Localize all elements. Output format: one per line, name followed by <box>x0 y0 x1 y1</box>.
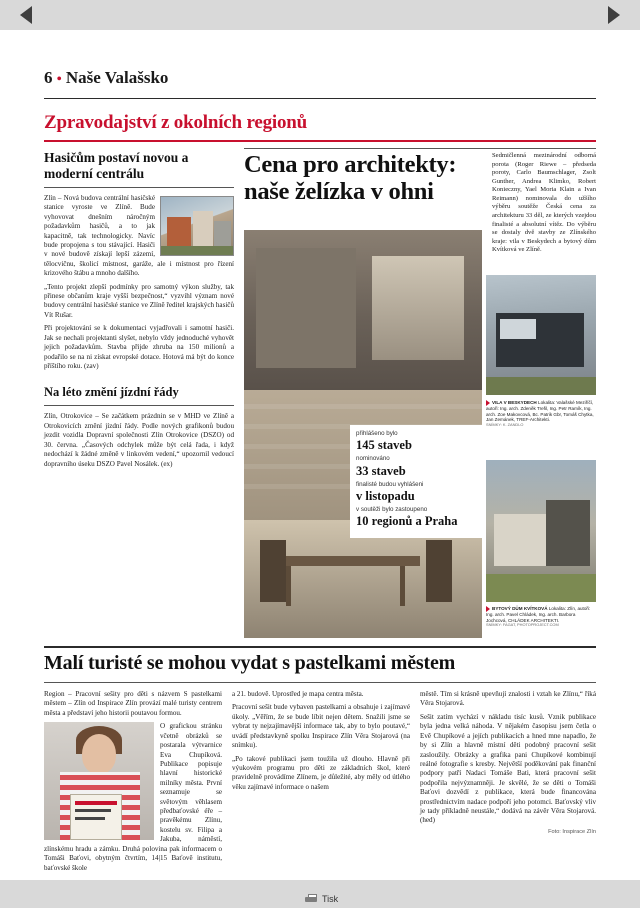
fire-station-photo <box>160 196 234 256</box>
viewer-toolbar-top <box>0 0 640 30</box>
stat-label: v soutěži bylo zastoupeno <box>356 506 428 514</box>
stat-value: v listopadu <box>356 488 415 503</box>
caption-text: Lokalita: Zlín, autoři: Ing. arch. Pavel Chládek, Ing. arch. Barbora Jochcová, CHLÁDEK ARCHITEKTI. <box>486 606 591 623</box>
caption-credit: SNÍMKY: K. ZANDLO <box>486 422 524 428</box>
article-paragraph: Při projektování se k dokumentaci vyjadřovali i samotní hasiči. Jak se nechali projektanti slyšet, nebylo vždy jednoduché vyhovět jejich požadavkům. Stavba přijde zhruba na 150 milionů a podařilo se na ni získat evropské dotace. Hotová má být do konce příštího roku. (zav) <box>44 324 234 371</box>
stat-value: 10 regionů a Praha <box>356 514 458 529</box>
article-paragraph: Region – Pracovní sešity pro děti s názvem S pastelkami městem – Zlín od Inspirace Zlín provází malé turisty centrem města a představí jeho historii poutavou formou. <box>44 690 222 717</box>
article-paragraph: O grafickou stránku včetně obrázků se postarala výtvarnice Eva Chupíková. Publikace popisuje hlavní historické milníky města. První seznamuje se světovým věhlasem předbaťovské éře – pravěkému Zlínu, kostelu sv. Filipa a Jakuba, náměstí, zlínskému hradu a zámku. Druhá polovina pak informacem o Tomáši Baťovi, obytným čtvrtím, 14|15 Baťově institutu, baťovské škole <box>44 722 222 872</box>
stat-label: nominováno <box>356 455 390 463</box>
print-label: Tisk <box>322 894 339 904</box>
bottom-column-2 <box>232 690 410 792</box>
print-button[interactable] <box>305 894 338 904</box>
bytovy-dum-kvitkova-photo <box>486 460 596 602</box>
article-paragraph: Zlín – Nová budova centrální hasičské stanice vyroste ve Zlíně. Bude vyhovovat dnešním náročným požadavkům hasičů, a to jak kapacitně, tak technologicky. Navíc bude propojena s tou stávající. Hasiči v nové budově získají lepší zázemí, tělocvičnu, školicí místnost, garáže, ale i místnost pro řízení krizového štábu a mnoho dalšího. <box>44 193 234 278</box>
headline-divider <box>44 187 234 188</box>
caption-bytovy-dum <box>486 606 596 628</box>
article-paragraph: Sešit zatím vychází v nákladu tisíc kusů. Vznik publikace byla jedna velká náhoda. V nějakém časopisu jsem četla o Evě Chupíkové a jejích publikacích a hned mne napadlo, že by si Zlín a hlavně místní děti podobný pracovní sešit zasloužily. Obrázky a grafika pani Chupíkové kombinují reálné fotografie s kresby. Největší poděkování pak finanční podpory patří Nadaci Tomáše Bati, která pracovní sešit podpořila nejvýznamněji. Je skvělé, že se děti o Tomáši Baťovi dozvědí z publikace, která bude financována prostřednictvím nadace podpoří jeho potomci. Baťovský vliv je tady příkladně neustále,“ dodává na závěr Věra Stojarová. (hed) <box>420 712 596 825</box>
article-paragraph: Zlín, Otrokovice – Se začátkem prázdnin se v MHD ve Zlíně a Otrokovicích změní jízdní řády. Podle nových grafikonů budou jezdit vozidla Dopravní společnosti Zlín Otrokovice (DSZO) od 30. června. „Časových odchylek může být celá řada, i když nedochází k žádné změně v linkovém vedení,“ upozornil vedoucí dopravního úseku DSZO Pavel Nosálek. (ex) <box>44 412 234 468</box>
article-paragraph: „Po takové publikaci jsem toužila už dlouho. Hlavně při výukovém programu pro děti ze základních škol, které pravidelně provádíme Zlínem, je důležité, aby měly od útlého věku zajímavé informace o našem <box>232 754 410 791</box>
bottom-column-1 <box>44 690 222 873</box>
caption-text: Lokalita: Valašské Meziříčí, autoři: Ing. arch. Zdeněk Trefil, Ing. Petr Ramík, Ing. arch. Zoe Makovcová, Bc. Patrik Gbr, Tomáš Chytka, Jan Zemánek, TREF-Architekti. <box>486 400 594 423</box>
stat-value: 33 staveb <box>356 463 406 478</box>
stat-label: přihlášeno bylo <box>356 430 398 437</box>
section-divider <box>44 140 596 142</box>
bottom-headline-divider <box>44 682 596 683</box>
stat-label: finalisté budou vyhlášeni <box>356 480 424 488</box>
left-column <box>44 150 234 469</box>
section-title: Zpravodajství z okolních regionů <box>44 112 307 133</box>
main-lead-paragraph: Sedmičlenná mezinárodní odborná porota (Roger Riewe – předseda poroty, Carlo Baumschlager, Zsolt Gunther, Andrea Klimko, Robert Konieczny, Yael Moria Klain a Ivan Reimann) nominovala do užšího výběru soutěže Česká cena za architekturu 33 děl, ze kterých vzejdou finalisté a absolutní vítěz. Do výběru se dostaly dvě stavby ze Zlínského kraje: vila v Beskydech a bytový dům Kvítková ve Zlíně. <box>492 152 596 254</box>
article-paragraph: „Tento projekt zlepší podmínky pro samotný výkon služby, tak přinese občanům kraje vyšší bezpečnost,“ vyzvihl význam nové budovy centrální hasičské stanice ve Zlíně ředitel krajských hasičů Vít Rušar. <box>44 282 234 319</box>
bottom-column-3 <box>420 690 596 836</box>
main-story-divider <box>244 148 596 149</box>
vera-stojarova-photo <box>44 722 154 840</box>
headline-divider <box>44 405 234 406</box>
article-timetable <box>44 385 234 469</box>
page-number: 6 <box>44 68 53 87</box>
previous-page-icon[interactable] <box>20 6 32 24</box>
header-separator: • <box>56 72 62 87</box>
statistics-box <box>350 425 482 538</box>
article-paragraph: a 21. budově. Uprostřed je mapa centra města. <box>232 690 364 698</box>
publication-title: Naše Valašsko <box>65 68 169 87</box>
photo-credit: Foto: Inspirace Zlín <box>548 828 596 835</box>
caption-credit: SNÍMKY: FAGAT, PHOTOPROJECT.COM <box>486 622 559 628</box>
page-sheet <box>0 30 640 880</box>
vila-beskydy-photo <box>486 275 596 395</box>
article-headline-timetable: Na léto změní jízdní řády <box>44 385 179 400</box>
bottom-story-divider <box>44 646 596 648</box>
caption-vila-beskydy <box>486 400 596 428</box>
page-header <box>44 68 168 88</box>
main-headline: Cena pro architekty: naše želízka v ohni <box>244 151 457 205</box>
printer-icon <box>305 894 317 904</box>
next-page-icon[interactable] <box>608 6 620 24</box>
article-headline-fire-station: Hasičům postaví novou a moderní centrálu <box>44 150 189 181</box>
bottom-headline: Malí turisté se mohou vydat s pastelkami městem <box>44 652 456 674</box>
header-divider <box>44 98 596 99</box>
caption-title: BYTOVÝ DŮM KVÍTKOVÁ <box>492 606 548 612</box>
article-paragraph: městě. Tím si krásně upevňují znalosti i vztah ke Zlínu,“ říká Věra Stojarová. <box>420 690 596 708</box>
caption-title: VILA V BESKYDECH <box>492 400 537 406</box>
article-paragraph: Pracovní sešit bude vybaven pastelkami a obsahuje i zajímavé úkoly. „Věřím, že se bude líbit nejen dětem. Snažili jsme se vybrat ty nejzajímavější informace tak, aby to bylo poutavé,“ uvádí představkyně spolku Inspirace Zlín Věra Stojarová (na snímku). <box>232 703 410 750</box>
stat-value: 145 staveb <box>356 438 412 453</box>
